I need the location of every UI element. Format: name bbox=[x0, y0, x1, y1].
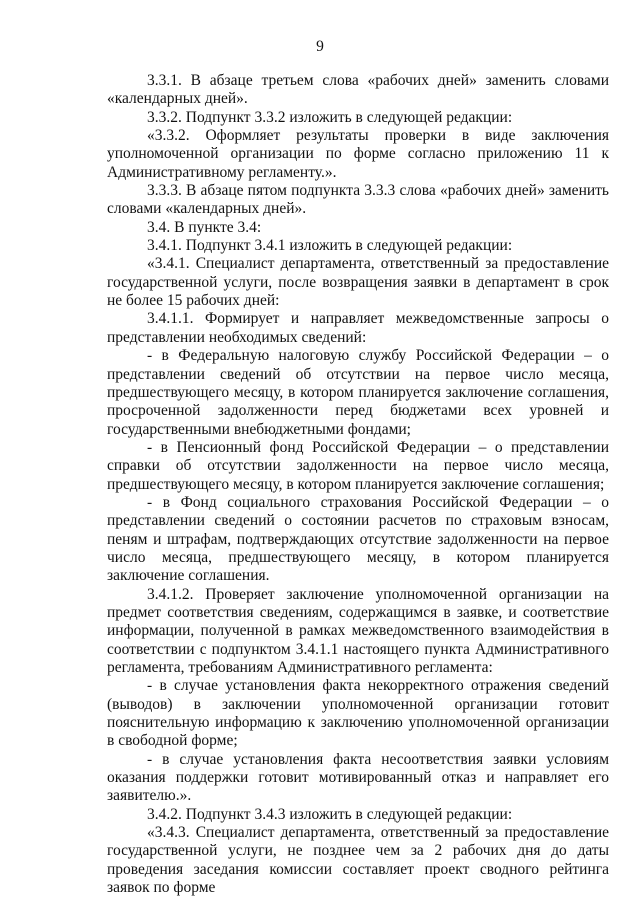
paragraph: 3.4.1.1. Формирует и направляет межведомственные запросы о представлении необходимых сведений: bbox=[107, 310, 609, 346]
paragraph: 3.4.1.2. Проверяет заключение уполномоченной организации на предмет соответствия сведениям, содержащимся в заявке, и соответствие информации, полученной в рамках межведомственного взаимодействия в соответствии с подпунктом 3.4.1.1 настоящего пункта Административного регламента, требованиям Административного регламента: bbox=[107, 585, 609, 676]
document-body bbox=[107, 72, 609, 897]
paragraph: 3.3.1. В абзаце третьем слова «рабочих дней» заменить словами «календарных дней». bbox=[107, 72, 609, 108]
paragraph: «3.4.3. Специалист департамента, ответственный за предоставление государственной услуги, не позднее чем за 2 рабочих дня до даты проведения заседания комиссии составляет проект сводного рейтинга заявок по форме bbox=[107, 824, 609, 897]
paragraph: 3.4. В пункте 3.4: bbox=[147, 218, 262, 236]
paragraph: 3.4.2. Подпункт 3.4.3 изложить в следующей редакции: bbox=[147, 805, 513, 823]
list-item: - в Федеральную налоговую службу Российской Федерации – о представлении сведений об отсутствии на первое число месяца, предшествующего месяцу, в котором планируется заключение соглашения, просроченной задолженности перед бюджетами всех уровней и государственными внебюджетными фондами; bbox=[107, 347, 609, 438]
paragraph: 3.3.2. Подпункт 3.3.2 изложить в следующей редакции: bbox=[147, 108, 513, 126]
paragraph: «3.4.1. Специалист департамента, ответственный за предоставление государственной услуги, после возвращения заявки в департамент в срок не более 15 рабочих дней: bbox=[107, 255, 609, 310]
paragraph: 3.3.3. В абзаце пятом подпункта 3.3.3 слова «рабочих дней» заменить словами «календарных дней». bbox=[107, 182, 609, 218]
paragraph: 3.4.1. Подпункт 3.4.1 изложить в следующей редакции: bbox=[147, 237, 513, 255]
list-item: - в Фонд социального страхования Российской Федерации – о представлении сведений о состоянии расчетов по страховым взносам, пеням и штрафам, подтверждающих отсутствие задолженности на первое число месяца, предшествующего месяцу, в котором планируется заключение соглашения. bbox=[107, 493, 609, 585]
list-item: - в Пенсионный фонд Российской Федерации – о представлении справки об отсутствии задолженности на первое число месяца, предшествующего месяцу, в котором планируется заключение соглашения; bbox=[107, 438, 609, 493]
list-item: - в случае установления факта несоответствия заявки условиям оказания поддержки готовит мотивированный отказ и направляет его заявителю.». bbox=[107, 750, 609, 805]
list-item: - в случае установления факта некорректного отражения сведений (выводов) в заключении уполномоченной организации готовит пояснительную информацию к заключению уполномоченной организации в свободной форме; bbox=[107, 677, 609, 750]
page-number: 9 bbox=[316, 38, 324, 55]
paragraph: «3.3.2. Оформляет результаты проверки в виде заключения уполномоченной организации по форме согласно приложению 11 к Административному регламенту.». bbox=[107, 127, 609, 181]
